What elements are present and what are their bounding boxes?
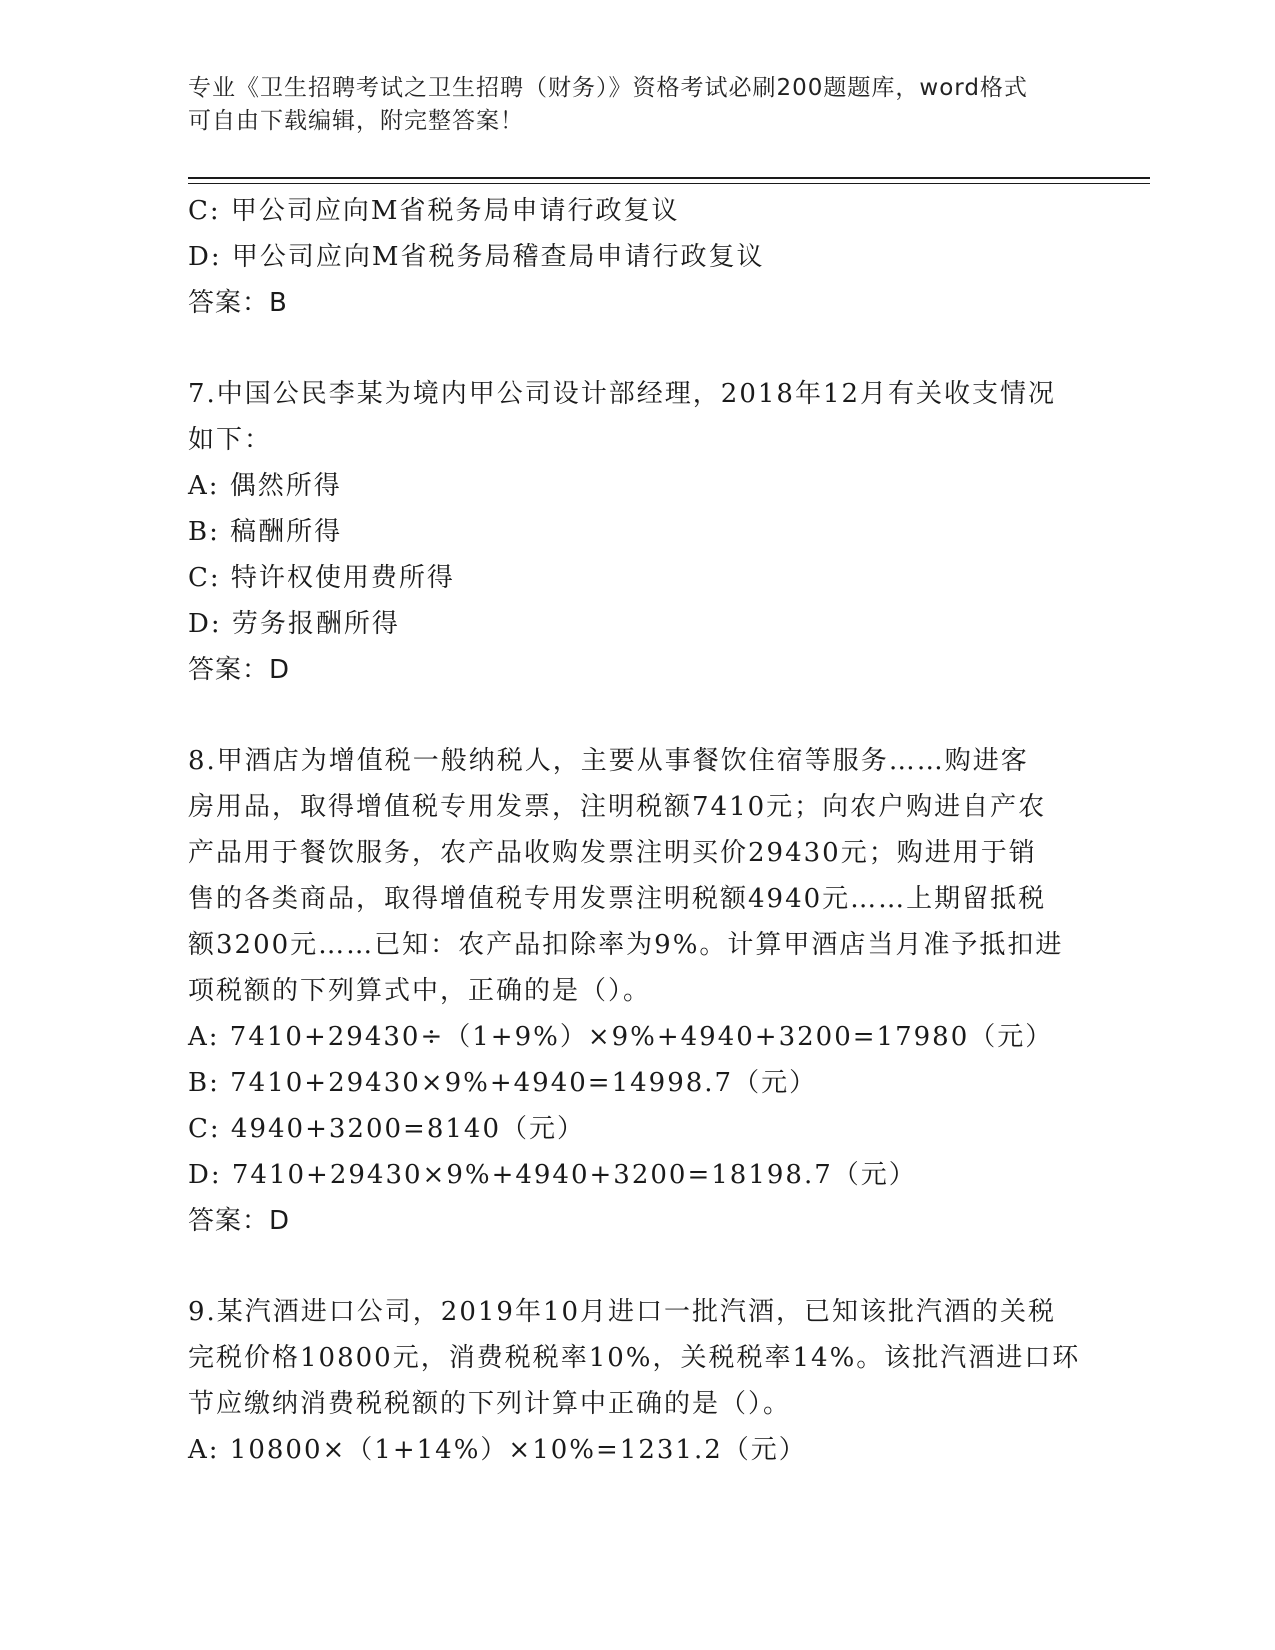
option-c: C: 甲公司应向M省税务局申请行政复议 — [188, 196, 680, 226]
question-stem: 8.甲酒店为增值税一般纳税人，主要从事餐饮住宿等服务……购进客 — [188, 746, 1029, 776]
question-9 — [188, 1289, 1088, 1473]
option-d: D: 7410+29430×9%+4940+3200=18198.7（元） — [188, 1160, 917, 1190]
question-stem: 项税额的下列算式中，正确的是（）。 — [188, 976, 652, 1006]
option-b: B: 7410+29430×9%+4940=14998.7（元） — [188, 1068, 818, 1098]
option-c: C: 4940+3200=8140（元） — [188, 1114, 585, 1144]
question-8 — [188, 738, 1088, 1244]
question-stem: 7.中国公民李某为境内甲公司设计部经理，2018年12月有关收支情况 — [188, 379, 1057, 409]
question-6-tail — [188, 188, 1088, 326]
header-line-2: 可自由下载编辑，附完整答案！ — [188, 108, 524, 134]
question-stem: 如下： — [188, 425, 273, 455]
spacer — [188, 1244, 1088, 1289]
answer: 答案：D — [188, 1206, 291, 1236]
option-a: A: 7410+29430÷（1+9%）×9%+4940+3200=17980（元） — [188, 1022, 1054, 1052]
document-body — [188, 188, 1088, 1473]
option-a: A: 10800×（1+14%）×10%=1231.2（元） — [188, 1435, 807, 1465]
spacer — [188, 693, 1088, 738]
document-header — [188, 72, 1088, 138]
question-stem: 节应缴纳消费税税额的下列计算中正确的是（）。 — [188, 1389, 792, 1419]
spacer — [188, 326, 1088, 371]
option-d: D: 甲公司应向M省税务局稽查局申请行政复议 — [188, 242, 765, 272]
question-stem: 售的各类商品，取得增值税专用发票注明税额4940元……上期留抵税 — [188, 884, 1047, 914]
answer: 答案：B — [188, 288, 288, 318]
answer: 答案：D — [188, 655, 291, 685]
option-b: B: 稿酬所得 — [188, 517, 343, 547]
option-a: A: 偶然所得 — [188, 471, 342, 501]
question-stem: 9.某汽酒进口公司，2019年10月进口一批汽酒，已知该批汽酒的关税 — [188, 1297, 1057, 1327]
question-stem: 完税价格10800元，消费税税率10%，关税税率14%。该批汽酒进口环 — [188, 1343, 1081, 1373]
question-stem: 房用品，取得增值税专用发票，注明税额7410元；向农户购进自产农 — [188, 792, 1047, 822]
header-line-1: 专业《卫生招聘考试之卫生招聘（财务）》资格考试必刷200题题库，word格式 — [188, 75, 1028, 101]
header-divider-thick — [188, 177, 1150, 179]
header-divider-thin — [188, 183, 1150, 184]
question-7 — [188, 371, 1088, 693]
question-stem: 产品用于餐饮服务，农产品收购发票注明买价29430元；购进用于销 — [188, 838, 1037, 868]
question-stem: 额3200元……已知：农产品扣除率为9%。计算甲酒店当月准予抵扣进 — [188, 930, 1064, 960]
option-c: C: 特许权使用费所得 — [188, 563, 455, 593]
option-d: D: 劳务报酬所得 — [188, 609, 400, 639]
